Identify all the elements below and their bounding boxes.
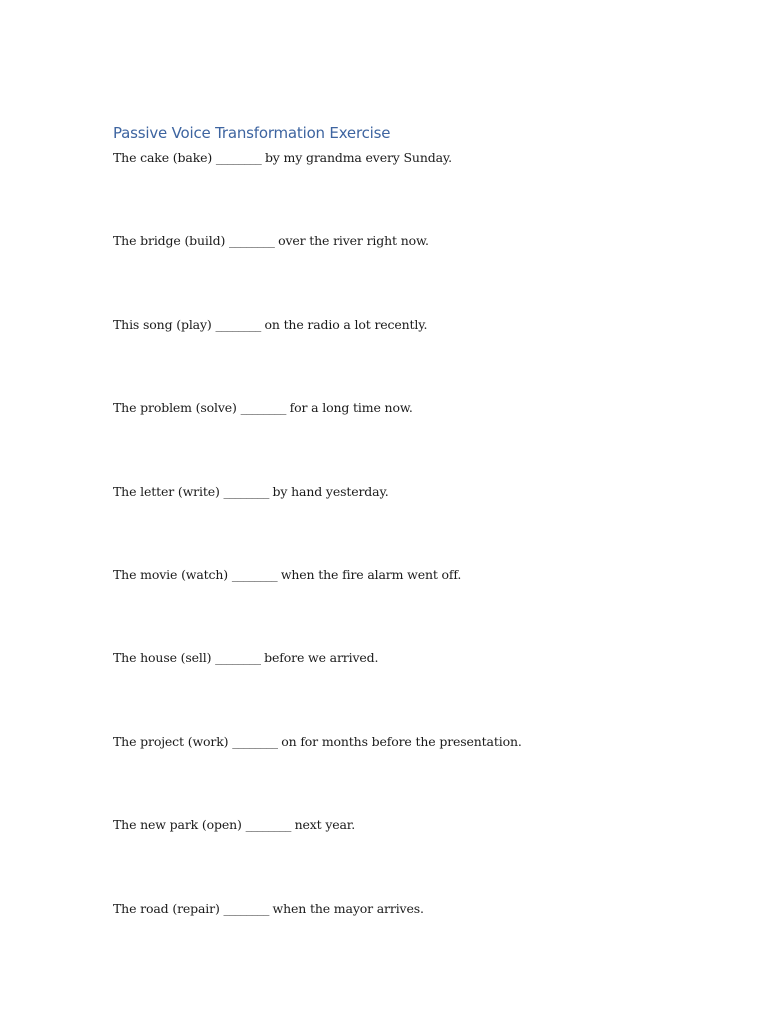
- sentence-end: by my grandma every Sunday.: [261, 150, 452, 165]
- answer-blank: ________: [215, 150, 262, 165]
- exercise-sentence-10: [113, 899, 522, 982]
- exercise-sentence-8: [113, 732, 522, 815]
- answer-blank: ________: [240, 400, 286, 416]
- exercise-sentence-1: [113, 148, 522, 231]
- sentence-end: next year.: [290, 817, 356, 833]
- answer-blank: ________: [231, 566, 278, 582]
- sentence-end: when the fire alarm went off.: [277, 566, 462, 582]
- sentence-start: The bridge (build): [113, 233, 230, 249]
- sentence-end: on for months before the presentation.: [277, 733, 522, 749]
- page-title: Passive Voice Transformation Exercise: [113, 124, 391, 142]
- sentence-start: The problem (solve): [113, 400, 241, 416]
- sentence-start: The new park (open): [113, 817, 246, 833]
- exercise-sentence-3: [113, 315, 522, 398]
- sentence-end: when the mayor arrives.: [268, 900, 424, 916]
- sentence-start: The project (work): [113, 733, 233, 749]
- exercise-sentence-6: [113, 565, 522, 648]
- sentence-end: by hand yesterday.: [268, 483, 389, 499]
- answer-blank: ________: [223, 483, 269, 499]
- sentence-end: for a long time now.: [285, 400, 413, 416]
- sentence-end: on the radio a lot recently.: [260, 316, 428, 332]
- exercise-list: [113, 148, 522, 982]
- answer-blank: ________: [223, 900, 269, 916]
- exercise-sentence-4: [113, 398, 522, 481]
- answer-blank: ________: [229, 233, 275, 249]
- exercise-sentence-5: [113, 482, 522, 565]
- exercise-sentence-9: [113, 815, 522, 898]
- sentence-start: The movie (watch): [113, 566, 232, 582]
- sentence-end: over the river right now.: [274, 233, 429, 249]
- sentence-start: The house (sell): [113, 650, 216, 666]
- answer-blank: ________: [215, 650, 261, 666]
- sentence-start: The letter (write): [113, 483, 224, 499]
- exercise-sentence-7: [113, 648, 522, 731]
- answer-blank: ________: [215, 316, 261, 332]
- answer-blank: ________: [232, 733, 278, 749]
- answer-blank: ________: [245, 817, 291, 833]
- sentence-end: before we arrived.: [260, 650, 379, 666]
- sentence-start: This song (play): [113, 316, 216, 332]
- exercise-sentence-2: [113, 231, 522, 314]
- sentence-start: The road (repair): [113, 900, 224, 916]
- sentence-start: The cake (bake): [113, 150, 216, 165]
